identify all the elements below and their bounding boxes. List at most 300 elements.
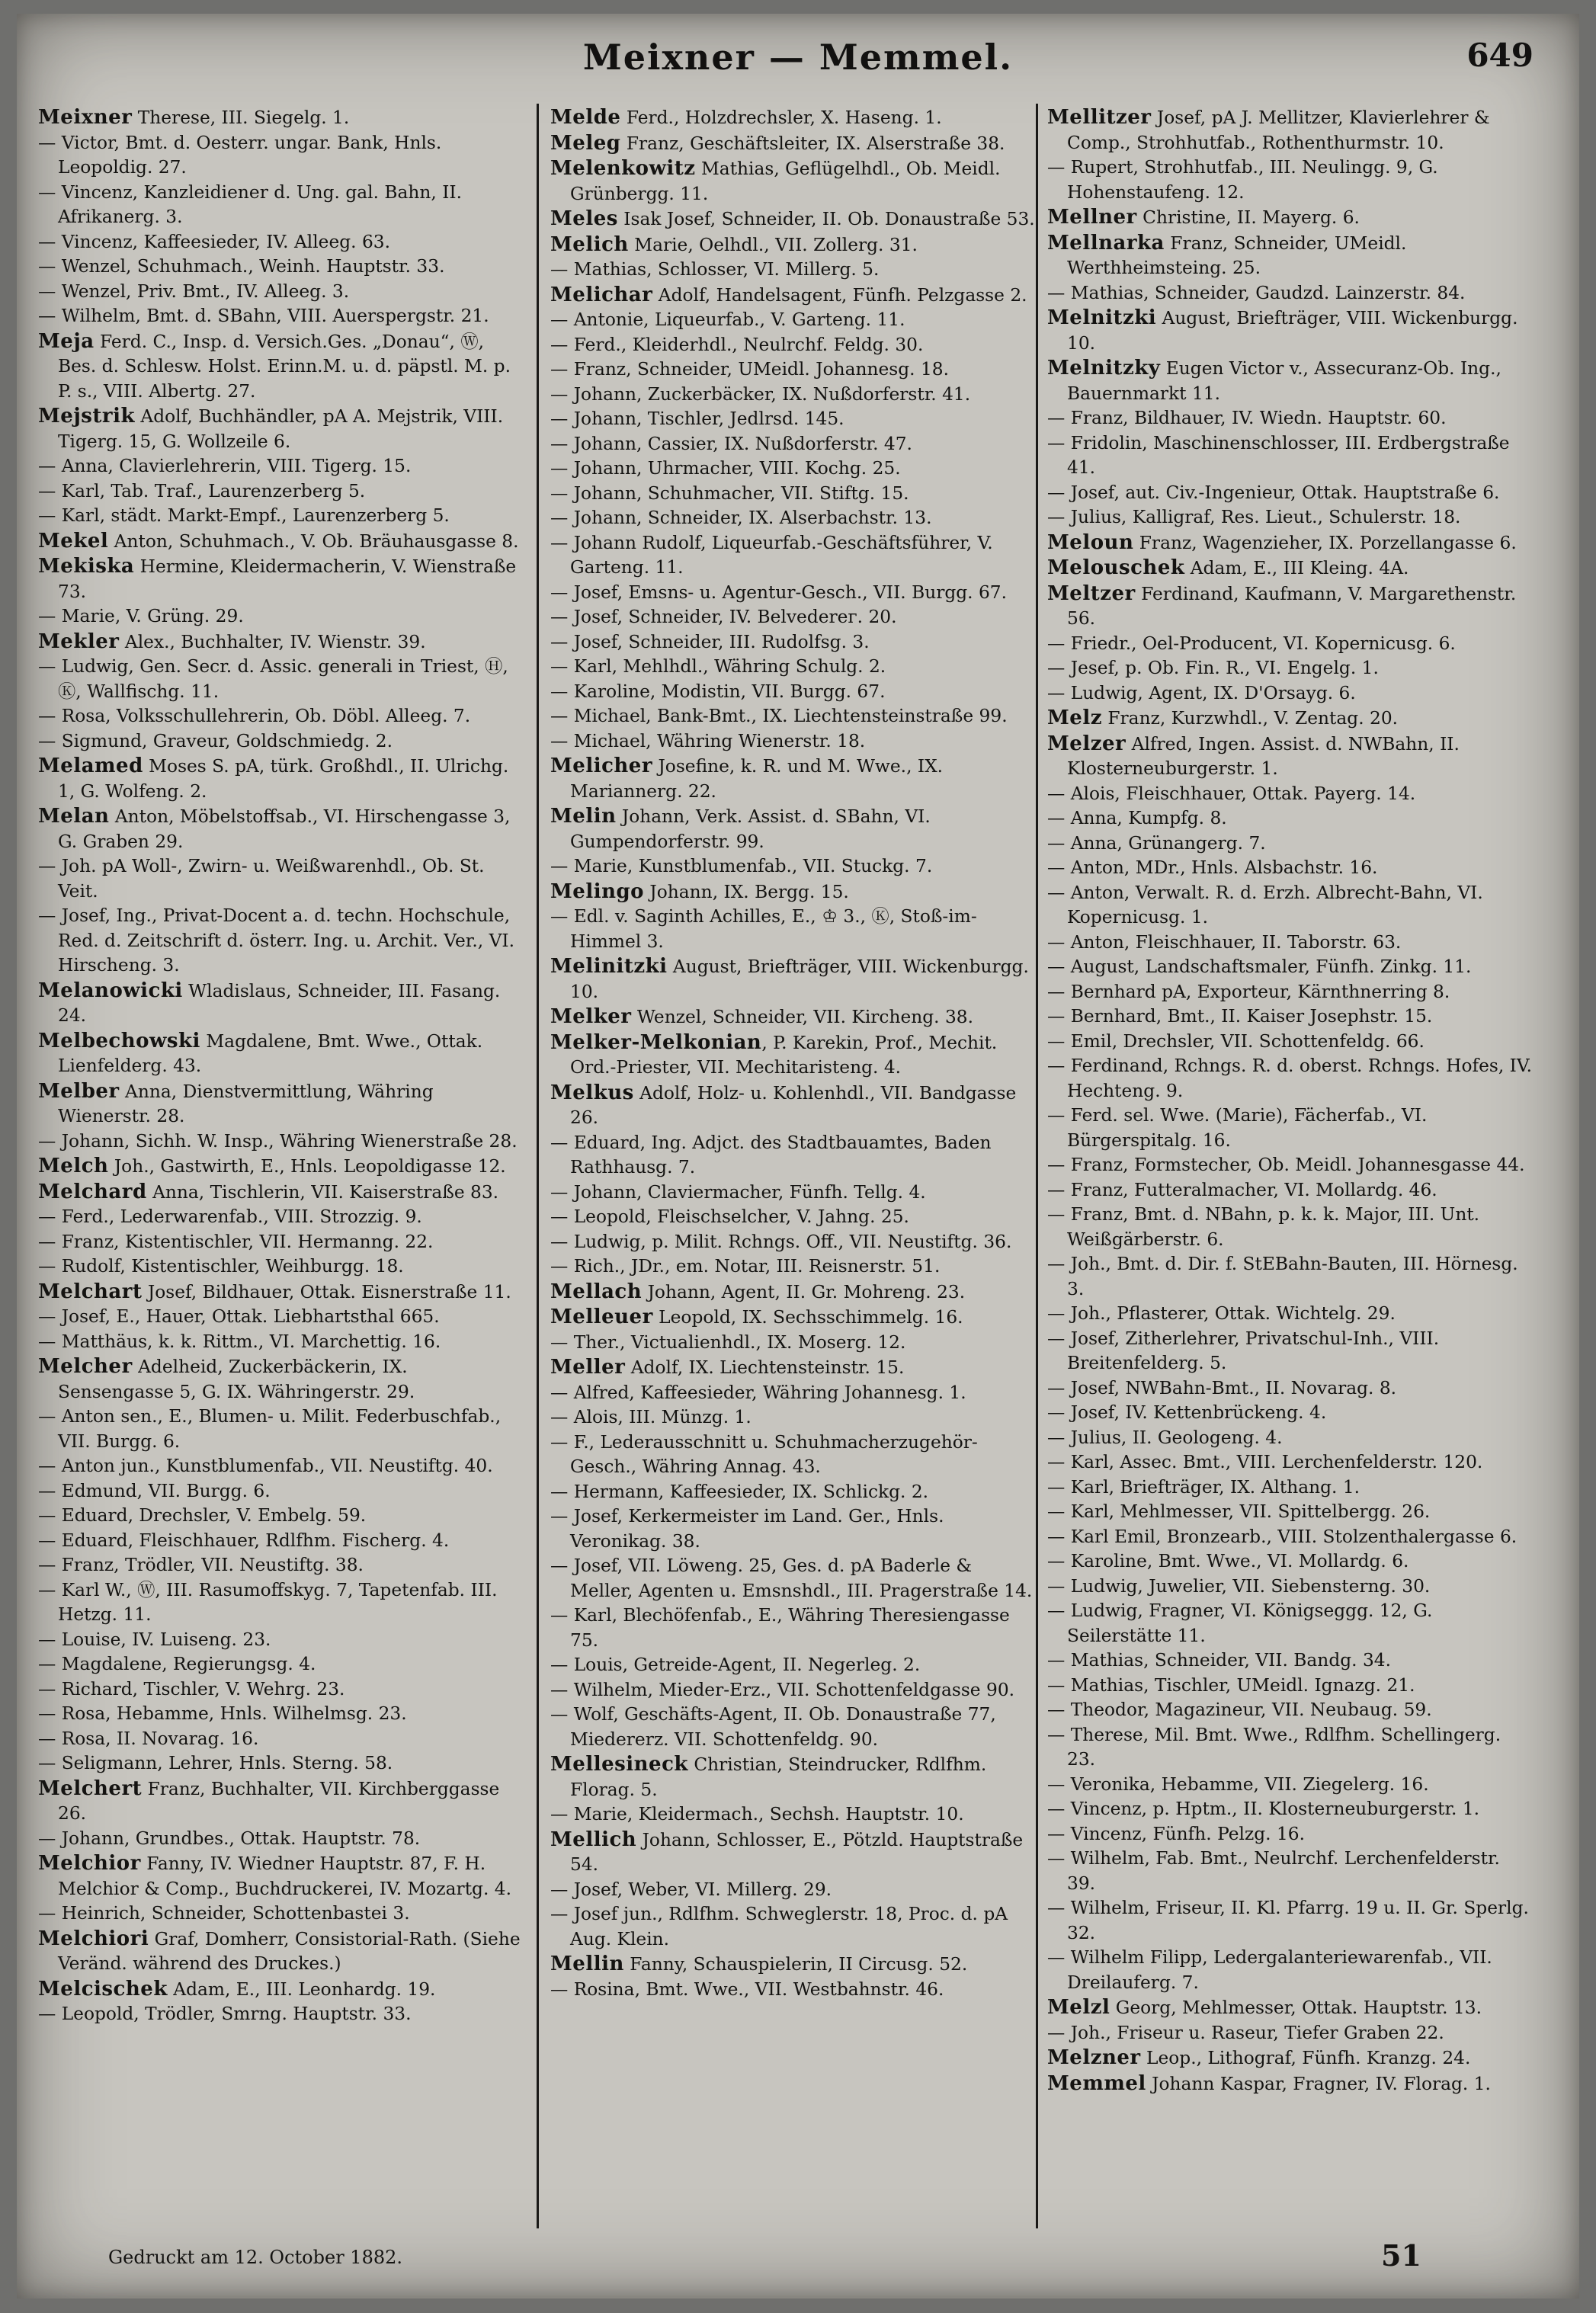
entry-surname: Melichar <box>550 283 653 306</box>
directory-entry <box>1047 2071 1534 2097</box>
entry-surname: Melch <box>38 1155 109 1177</box>
entry-details: — Josef, Kerkermeister im Land. Ger., Hnls. Veronikag. 38. <box>550 1506 944 1552</box>
entry-surname: Melinitzki <box>550 955 668 978</box>
entry-details: — August, Landschaftsmaler, Fünfh. Zinkg. 11. <box>1047 956 1472 977</box>
entry-details: — Franz, Futteralmacher, VI. Mollardg. 46. <box>1047 1179 1437 1200</box>
entry-details: Wenzel, Schneider, VII. Kircheng. 38. <box>631 1007 974 1027</box>
directory-entry <box>1047 681 1534 706</box>
directory-entry <box>550 506 1037 531</box>
directory-entry <box>38 1479 524 1504</box>
entry-surname: Melker-Melkonian <box>550 1030 762 1054</box>
directory-entry <box>38 131 524 181</box>
entry-details: — Franz, Kistentischler, VII. Hermanng. 22. <box>38 1231 434 1252</box>
entry-details: — Wilhelm, Friseur, II. Kl. Pfarrg. 19 u. II. Gr. Sperlg. 32. <box>1047 1898 1529 1943</box>
entry-details: Franz, Kurzwhdl., V. Zentag. 20. <box>1101 708 1399 729</box>
entry-details: Anton, Schuhmach., V. Ob. Bräuhausgasse 8. <box>108 530 519 552</box>
sheet-signature: 51 <box>1381 2238 1421 2273</box>
entry-surname: Mellner <box>1047 206 1137 229</box>
entry-details: , P. Karekin, Prof., Mechit. Ord.-Priester, VII. Mechitaristeng. 4. <box>570 1032 998 1078</box>
directory-entry <box>550 1603 1037 1653</box>
entry-details: — Vincenz, p. Hptm., II. Klosterneuburgerstr. 1. <box>1047 1799 1480 1819</box>
entry-details: — Heinrich, Schneider, Schottenbastei 3. <box>38 1903 410 1924</box>
directory-entry <box>550 655 1037 680</box>
entry-details: — Sigmund, Graveur, Goldschmiedg. 2. <box>38 730 393 751</box>
directory-entry <box>1047 1004 1534 1030</box>
entry-details: — Anna, Clavierlehrerin, VIII. Tigerg. 15. <box>38 456 412 476</box>
entry-details: — Anna, Grünangerg. 7. <box>1047 832 1266 854</box>
entry-surname: Melenkowitz <box>550 157 696 180</box>
entry-surname: Melcischek <box>38 1977 168 2001</box>
entry-details: — Wilhelm, Fab. Bmt., Neulrchf. Lerchenfelderstr. 39. <box>1047 1848 1500 1894</box>
directory-entry <box>1047 1153 1534 1178</box>
entry-surname: Melchard <box>38 1180 147 1203</box>
entry-details: — Mathias, Schneider, Gaudzd. Lainzerstr. 84. <box>1047 282 1466 303</box>
entry-details: — Josef, Zitherlehrer, Privatschul-Inh., VIII. Breitenfelderg. 5. <box>1047 1328 1440 1373</box>
entry-surname: Melingo <box>550 879 645 903</box>
directory-entry <box>550 1878 1037 1903</box>
entry-details: — Bernhard pA, Exporteur, Kärnthnerring 8. <box>1047 981 1450 1002</box>
entry-details: — Mathias, Schneider, VII. Bandg. 34. <box>1047 1650 1392 1671</box>
entry-details: — Jesef, p. Ob. Fin. R., VI. Engelg. 1. <box>1047 658 1379 678</box>
entry-details: Adam, E., III Kleing. 4A. <box>1184 558 1409 578</box>
directory-entry <box>1047 1946 1534 1995</box>
entry-surname: Melber <box>38 1079 120 1103</box>
entry-details: — Richard, Tischler, V. Wehrg. 23. <box>38 1678 345 1700</box>
directory-entry <box>550 1081 1037 1131</box>
directory-entry <box>550 1978 1037 2003</box>
entry-details: — Fridolin, Maschinenschlosser, III. Erdbergstraße 41. <box>1047 432 1510 478</box>
entry-details: — Josef, Weber, VI. Millerg. 29. <box>550 1879 832 1900</box>
directory-entry <box>1047 356 1534 406</box>
column-1 <box>38 105 524 2027</box>
directory-entry <box>1047 1203 1534 1252</box>
entry-details: Johann, Agent, II. Gr. Mohreng. 23. <box>642 1281 966 1302</box>
entry-details: Franz, Schneider, UMeidl. Werthheimsteing. 25. <box>1067 232 1407 278</box>
entry-details: — Eduard, Ing. Adjct. des Stadtbauamtes, Baden Rathhausg. 7. <box>550 1132 992 1177</box>
entry-details: — Marie, V. Grüng. 29. <box>38 606 244 626</box>
entry-details: Johann, Schlosser, E., Pötzld. Hauptstraße 54. <box>570 1829 1024 1875</box>
directory-entry <box>1047 782 1534 807</box>
entry-details: — Josef, E., Hauer, Ottak. Liebhartsthal 665. <box>38 1306 440 1327</box>
directory-entry <box>550 704 1037 729</box>
directory-entry <box>550 407 1037 432</box>
directory-entry <box>1047 231 1534 281</box>
entry-details: — Rudolf, Kistentischler, Weihburgg. 18. <box>38 1256 404 1277</box>
entry-details: Marie, Oelhdl., VII. Zollerg. 31. <box>628 234 918 255</box>
directory-entry <box>38 655 524 704</box>
entry-details: Christine, II. Mayerg. 6. <box>1136 207 1360 228</box>
entry-surname: Melz <box>1047 706 1102 729</box>
entry-details: — Josef, aut. Civ.-Ingenieur, Ottak. Hauptstraße 6. <box>1047 482 1500 503</box>
directory-entry <box>38 1305 524 1330</box>
entry-details: Alex., Buchhalter, IV. Wienstr. 39. <box>119 631 426 652</box>
page-title: Meixner — Memmel. <box>582 37 1014 78</box>
entry-details: — Johann Rudolf, Liqueurfab.-Geschäftsführer, V. Garteng. 11. <box>550 532 993 578</box>
directory-entry <box>38 1751 524 1776</box>
directory-entry <box>38 1230 524 1255</box>
directory-entry <box>550 1902 1037 1952</box>
directory-entry <box>1047 1500 1534 1525</box>
directory-entry <box>38 1851 524 1901</box>
entry-details: Eugen Victor v., Assecuranz-Ob. Ing., Bauernmarkt 11. <box>1067 358 1501 404</box>
entry-details: Fanny, Schauspielerin, II Circusg. 52. <box>623 1954 968 1975</box>
entry-details: — Rosa, II. Novarag. 16. <box>38 1728 259 1749</box>
directory-entry <box>550 1331 1037 1356</box>
entry-surname: Meloun <box>1047 530 1134 554</box>
directory-entry <box>1047 1723 1534 1773</box>
entry-surname: Memmel <box>1047 2071 1146 2095</box>
directory-entry <box>550 232 1037 258</box>
entry-details: — Rosina, Bmt. Wwe., VII. Westbahnstr. 46. <box>550 1978 944 2000</box>
entry-details: — Michael, Währing Wienerstr. 18. <box>550 730 866 751</box>
directory-entry <box>1047 155 1534 205</box>
directory-entry <box>1047 406 1534 431</box>
entry-surname: Meixner <box>38 106 133 129</box>
entry-surname: Melnitzky <box>1047 357 1161 380</box>
directory-entry <box>38 1330 524 1355</box>
column-3 <box>1047 105 1534 2097</box>
directory-entry <box>38 630 524 655</box>
directory-entry <box>1047 2021 1534 2046</box>
directory-entry <box>1047 1773 1534 1798</box>
directory-entry <box>550 357 1037 383</box>
entry-details: — Karl, Briefträger, IX. Althang. 1. <box>1047 1476 1360 1498</box>
entry-details: — Julius, II. Geologeng. 4. <box>1047 1427 1283 1448</box>
entry-details: — Johann, Schneider, IX. Alserbachstr. 13. <box>550 508 932 528</box>
directory-entry <box>1047 1178 1534 1203</box>
directory-entry <box>1047 205 1534 231</box>
entry-details: — Alfred, Kaffeesieder, Währing Johannesg. 1. <box>550 1382 966 1403</box>
entry-surname: Mellitzer <box>1047 106 1152 129</box>
entry-details: — Rosa, Hebamme, Hnls. Wilhelmsg. 23. <box>38 1703 407 1724</box>
entry-details: — Vincenz, Fünfh. Pelzg. 16. <box>1047 1823 1306 1844</box>
entry-details: — Karl, Mehlmesser, VII. Spittelbergg. 26. <box>1047 1501 1431 1522</box>
entry-details: — Alois, III. Münzg. 1. <box>550 1407 752 1427</box>
entry-details: — Johann, Zuckerbäcker, IX. Nußdorferstr. 41. <box>550 383 971 405</box>
directory-entry <box>38 1354 524 1405</box>
entry-details: — Josef, Schneider, IV. Belvederег. 20. <box>550 607 897 627</box>
entry-details: — Karl W., Ⓦ, III. Rasumoffskyg. 7, Tapetenfab. III. Hetzg. 11. <box>38 1579 498 1625</box>
entry-surname: Mellnarka <box>1047 231 1165 255</box>
entry-details: Leop., Lithograf, Fünfh. Kranzg. 24. <box>1140 2048 1471 2068</box>
directory-entry <box>550 954 1037 1004</box>
entry-details: Christian, Steindrucker, Rdlfhm. Florag. 5. <box>570 1754 987 1800</box>
entry-details: — Michael, Bank-Bmt., IX. Liechtensteinstraße 99. <box>550 706 1008 726</box>
entry-details: — Bernhard, Bmt., II. Kaiser Josephstr. 15. <box>1047 1006 1433 1027</box>
entry-surname: Melleuer <box>550 1305 653 1328</box>
directory-entry <box>38 704 524 729</box>
entry-details: — Anton, Verwalt. R. d. Erzh. Albrecht-Bahn, VI. Kopernicusg. 1. <box>1047 882 1483 927</box>
directory-entry <box>550 258 1037 283</box>
entry-details: Johann, Verk. Assist. d. SBahn, VI. Gumpendorferstr. 99. <box>570 806 931 852</box>
directory-entry <box>1047 1822 1534 1847</box>
entry-details: — Louis, Getreide-Agent, II. Negerleg. 2. <box>550 1655 921 1675</box>
directory-entry <box>38 2002 524 2027</box>
directory-entry <box>38 1901 524 1927</box>
entry-details: Moses S. pA, türk. Großhdl., II. Ulrichg. 1, G. Wolfeng. 2. <box>58 756 509 802</box>
entry-details: Mathias, Geflügelhdl., Ob. Meidl. Grünbergg. 11. <box>570 159 1001 204</box>
entry-surname: Melicher <box>550 754 653 777</box>
directory-entry <box>38 1977 524 2003</box>
directory-entry <box>550 1030 1037 1081</box>
entry-details: — Seligmann, Lehrer, Hnls. Sterng. 58. <box>38 1753 393 1773</box>
entry-details: — Joh., Pflasterer, Ottak. Wichtelg. 29. <box>1047 1303 1396 1324</box>
directory-entry <box>1047 306 1534 356</box>
entry-details: — Wilhelm, Mieder-Erz., VII. Schottenfeldgasse 90. <box>550 1679 1015 1700</box>
directory-entry <box>38 1205 524 1230</box>
directory-entry <box>38 1129 524 1155</box>
entry-surname: Mejstrik <box>38 405 135 428</box>
directory-entry <box>1047 980 1534 1005</box>
directory-entry <box>1047 1995 1534 2021</box>
entry-details: Magdalene, Bmt. Wwe., Ottak. Lienfelderg. 43. <box>58 1030 483 1076</box>
entry-details: August, Briefträger, VIII. Wickenburgg. 10. <box>1067 308 1518 354</box>
entry-surname: Mekler <box>38 630 120 653</box>
directory-entry <box>1047 1575 1534 1600</box>
directory-entry <box>1047 556 1534 581</box>
entry-details: — Ferd., Kleiderhdl., Neulrchf. Feldg. 30. <box>550 334 924 355</box>
directory-entry <box>550 1828 1037 1878</box>
entry-details: Franz, Wagenzieher, IX. Porzellangasse 6. <box>1133 532 1517 553</box>
directory-entry <box>1047 1302 1534 1327</box>
entry-details: — Rosa, Volksschullehrerin, Ob. Döbl. Alleeg. 7. <box>38 706 471 726</box>
directory-entry <box>1047 105 1534 155</box>
entry-surname: Melouschek <box>1047 556 1185 579</box>
entry-details: — Karl, Mehlhdl., Währing Schulg. 2. <box>550 656 886 677</box>
entry-details: — Josef, IV. Kettenbrückeng. 4. <box>1047 1402 1327 1423</box>
entry-details: — Ludwig, Fragner, VI. Königseggg. 12, G. Seilerstätte 11. <box>1047 1600 1433 1646</box>
entry-details: — Karl Emil, Bronzearb., VIII. Stolzenthalergasse 6. <box>1047 1526 1517 1547</box>
entry-details: — Hermann, Kaffeesieder, IX. Schlickg. 2. <box>550 1481 929 1502</box>
entry-surname: Melnitzki <box>1047 306 1157 329</box>
directory-entry <box>1047 931 1534 956</box>
entry-details: — Anton, MDr., Hnls. Alsbachstr. 16. <box>1047 857 1378 878</box>
entry-details: — Rupert, Strohhutfab., III. Neulingg. 9, G. Hohenstaufeng. 12. <box>1047 157 1438 203</box>
entry-details: Ferd., Holzdrechsler, X. Haseng. 1. <box>620 107 942 128</box>
entry-surname: Mekiska <box>38 555 135 578</box>
entry-details: — Alois, Fleischhauer, Ottak. Payerg. 14. <box>1047 783 1416 804</box>
directory-entry <box>38 1677 524 1703</box>
directory-entry <box>1047 1054 1534 1104</box>
directory-entry <box>550 1131 1037 1181</box>
entry-details: Leopold, IX. Sechsschimmelg. 16. <box>652 1307 963 1328</box>
directory-entry <box>1047 1896 1534 1946</box>
entry-surname: Meleg <box>550 131 621 155</box>
entry-details: — Ther., Victualienhdl., IX. Moserg. 12. <box>550 1331 906 1353</box>
directory-entry <box>38 1154 524 1180</box>
directory-entry <box>1047 581 1534 632</box>
directory-entry <box>1047 1549 1534 1575</box>
column-2 <box>550 105 1037 2002</box>
directory-entry <box>550 482 1037 507</box>
directory-entry <box>550 1305 1037 1331</box>
entry-surname: Mellesineck <box>550 1753 688 1776</box>
directory-entry <box>550 905 1037 954</box>
directory-entry <box>550 879 1037 905</box>
entry-details: — Wilhelm Filipp, Ledergalanteriewarenfab., VII. Dreilauferg. 7. <box>1047 1947 1492 1993</box>
entry-details: — Josef jun., Rdlfhm. Schweglerstr. 18, Proc. d. pA Aug. Klein. <box>550 1904 1008 1949</box>
directory-entry <box>550 1802 1037 1828</box>
entry-details: — Josef, VII. Löweng. 25, Ges. d. pA Baderle & Meller, Agenten u. Emsnshdl., III. Pragerstraße 14. <box>550 1555 1033 1601</box>
directory-entry <box>550 854 1037 879</box>
entry-surname: Melchert <box>38 1776 143 1800</box>
directory-entry <box>1047 481 1534 506</box>
entry-details: — Joh., Friseur u. Raseur, Tiefer Graben 22. <box>1047 2022 1444 2043</box>
entry-details: — Theodor, Magazineur, VII. Neubaug. 59. <box>1047 1700 1432 1720</box>
entry-surname: Melzner <box>1047 2046 1141 2069</box>
directory-entry <box>550 131 1037 157</box>
entry-details: Therese, III. Siegelg. 1. <box>132 107 350 128</box>
entry-details: — Franz, Bildhauer, IV. Wiedn. Hauptstr. 60. <box>1047 408 1447 428</box>
entry-surname: Meles <box>550 207 618 230</box>
directory-entry <box>1047 732 1534 782</box>
directory-entry <box>550 1653 1037 1678</box>
entry-details: — Louise, IV. Luiseng. 23. <box>38 1629 271 1650</box>
entry-surname: Meltzer <box>1047 581 1136 605</box>
directory-entry <box>1047 806 1534 831</box>
entry-details: — Ludwig, Juwelier, VII. Siebensterng. 30. <box>1047 1575 1431 1597</box>
directory-entry <box>38 479 524 505</box>
directory-entry <box>550 1678 1037 1703</box>
directory-entry <box>550 1480 1037 1505</box>
entry-details: — Marie, Kleidermach., Sechsh. Hauptstr. 10. <box>550 1804 964 1824</box>
entry-details: — Karoline, Bmt. Wwe., VI. Mollardg. 6. <box>1047 1551 1409 1571</box>
directory-entry <box>38 504 524 529</box>
entry-details: — Anton, Fleischhauer, II. Taborstr. 63. <box>1047 931 1402 953</box>
entry-details: — Magdalene, Regierungsg. 4. <box>38 1654 316 1674</box>
entry-surname: Melker <box>550 1005 632 1028</box>
entry-details: — Franz, Trödler, VII. Neustiftg. 38. <box>38 1555 364 1575</box>
directory-entry <box>1047 1475 1534 1501</box>
directory-entry <box>38 105 524 131</box>
entry-details: — Joh., Bmt. d. Dir. f. StEBahn-Bauten, III. Hörnesg. 3. <box>1047 1254 1518 1299</box>
directory-entry <box>1047 1525 1534 1550</box>
directory-entry <box>1047 632 1534 657</box>
entry-details: — Johann, Cassier, IX. Nußdorferstr. 47. <box>550 433 912 454</box>
entry-details: — Johann, Schuhmacher, VII. Stiftg. 15. <box>550 482 909 504</box>
entry-surname: Mellich <box>550 1828 637 1851</box>
entry-details: Adolf, Handelsagent, Fünfh. Pelzgasse 2. <box>652 284 1027 306</box>
entry-details: — Veronika, Hebamme, VII. Ziegelerg. 16. <box>1047 1773 1429 1795</box>
directory-entry <box>38 329 524 405</box>
entry-details: Franz, Geschäftsleiter, IX. Alserstraße 38. <box>620 133 1005 154</box>
entry-surname: Mellach <box>550 1280 643 1303</box>
directory-entry <box>1047 1698 1534 1723</box>
directory-entry <box>1047 856 1534 881</box>
directory-entry <box>550 156 1037 207</box>
entry-details: Anna, Dienstvermittlung, Währing Wienerstr. 28. <box>58 1081 434 1126</box>
directory-entry <box>550 630 1037 655</box>
entry-surname: Melchiori <box>38 1927 149 1950</box>
directory-entry <box>1047 1401 1534 1426</box>
directory-entry <box>38 1454 524 1479</box>
entry-surname: Melich <box>550 232 629 256</box>
entry-details: — Franz, Bmt. d. NBahn, p. k. k. Major, III. Unt. Weißgärberstr. 6. <box>1047 1204 1480 1250</box>
entry-details: — Victor, Bmt. d. Oesterr. ungar. Bank, Hnls. Leopoldig. 27. <box>38 132 442 178</box>
directory-entry <box>550 729 1037 754</box>
directory-entry <box>550 283 1037 309</box>
directory-entry <box>550 605 1037 630</box>
entry-surname: Melanowicki <box>38 979 183 1002</box>
entry-details: Adolf, IX. Liechtensteinstr. 15. <box>625 1357 905 1378</box>
directory-entry <box>550 333 1037 358</box>
directory-entry <box>1047 1847 1534 1896</box>
directory-entry <box>38 1504 524 1529</box>
entry-details: Isak Josef, Schneider, II. Ob. Donaustraße 53. <box>617 209 1035 229</box>
entry-details: — Josef, Emsns- u. Agentur-Gesch., VII. Burgg. 67. <box>550 581 1008 603</box>
entry-surname: Meja <box>38 329 95 353</box>
directory-entry <box>550 581 1037 606</box>
directory-entry <box>550 1004 1037 1030</box>
directory-entry <box>38 404 524 454</box>
directory-entry <box>38 854 524 904</box>
entry-details: — Anton jun., Kunstblumenfab., VII. Neustiftg. 40. <box>38 1456 493 1476</box>
directory-entry <box>38 1578 524 1628</box>
directory-entry <box>38 804 524 854</box>
entry-details: — Eduard, Fleischhauer, Rdlfhm. Fischerg. 4. <box>38 1530 450 1551</box>
directory-entry <box>38 904 524 979</box>
directory-entry <box>1047 1674 1534 1699</box>
directory-entry <box>38 1927 524 1977</box>
directory-entry <box>1047 431 1534 481</box>
directory-entry <box>550 680 1037 705</box>
directory-entry <box>550 1752 1037 1802</box>
directory-entry <box>38 230 524 255</box>
entry-details: Alfred, Ingen. Assist. d. NWBahn, II. Klosterneuburgerstr. 1. <box>1067 733 1460 779</box>
entry-details: — Leopold, Trödler, Smrng. Hauptstr. 33. <box>38 2004 412 2024</box>
entry-details: — Leopold, Fleischselcher, V. Jahng. 25. <box>550 1206 909 1227</box>
entry-details: — Johann, Tischler, Jedlrsd. 145. <box>550 408 844 429</box>
entry-details: — Marie, Kunstblumenfab., VII. Stuckg. 7. <box>550 856 933 876</box>
directory-entry <box>38 1553 524 1578</box>
directory-entry <box>38 1029 524 1079</box>
entry-details: — Ludwig, Gen. Secr. d. Assic. generali in Triest, Ⓗ, Ⓚ, Wallfischg. 11. <box>38 656 508 702</box>
entry-surname: Mellin <box>550 1953 624 1975</box>
directory-entry <box>550 1230 1037 1255</box>
directory-entry <box>38 1405 524 1454</box>
entry-details: — Ferdinand, Rchngs. R. d. oberst. Rchngs. Hofes, IV. Hechteng. 9. <box>1047 1056 1532 1101</box>
directory-entry <box>550 207 1037 232</box>
entry-surname: Mekel <box>38 529 109 553</box>
directory-entry <box>38 1702 524 1727</box>
entry-surname: Melzl <box>1047 1996 1110 2019</box>
directory-entry <box>1047 881 1534 931</box>
directory-entry <box>1047 1797 1534 1822</box>
directory-entry <box>550 432 1037 457</box>
directory-entry <box>1047 530 1534 556</box>
entry-details: — Johann, Grundbes., Ottak. Hauptstr. 78. <box>38 1828 421 1849</box>
entry-surname: Melchior <box>38 1852 141 1875</box>
entry-details: — Ferd., Lederwarenfab., VIII. Strozzig. 9. <box>38 1206 422 1227</box>
entry-details: Hermine, Kleidermacherin, V. Wienstraße 73. <box>58 556 517 602</box>
entry-details: — Vincenz, Kanzleidiener d. Ung. gal. Bahn, II. Afrikanerg. 3. <box>38 181 463 227</box>
entry-details: — Wilhelm, Bmt. d. SBahn, VIII. Auerspergstr. 21. <box>38 306 489 326</box>
directory-page <box>17 14 1579 2299</box>
directory-entry <box>1047 656 1534 681</box>
entry-details: Adam, E., III. Leonhardg. 19. <box>167 1978 436 2000</box>
entry-details: — Karl, städt. Markt-Empf., Laurenzerberg 5. <box>38 505 450 526</box>
entry-details: — Karl, Blechöfenfab., E., Währing Theresiengasse 75. <box>550 1605 1010 1651</box>
directory-entry <box>550 1280 1037 1305</box>
entry-details: Ferdinand, Kaufmann, V. Margarethenstr. 56. <box>1067 583 1517 629</box>
entry-details: — Ludwig, p. Milit. Rchngs. Off., VII. Neustiftg. 36. <box>550 1231 1012 1252</box>
entry-surname: Melamed <box>38 754 143 777</box>
directory-entry <box>1047 2045 1534 2071</box>
entry-details: — Eduard, Drechsler, V. Embelg. 59. <box>38 1505 367 1526</box>
entry-details: — Franz, Schneider, UMeidl. Johannesg. 18. <box>550 359 950 380</box>
directory-entry <box>550 308 1037 333</box>
entry-details: — Anton sen., E., Blumen- u. Milit. Federbuschfab., VII. Burgg. 6. <box>38 1406 502 1452</box>
